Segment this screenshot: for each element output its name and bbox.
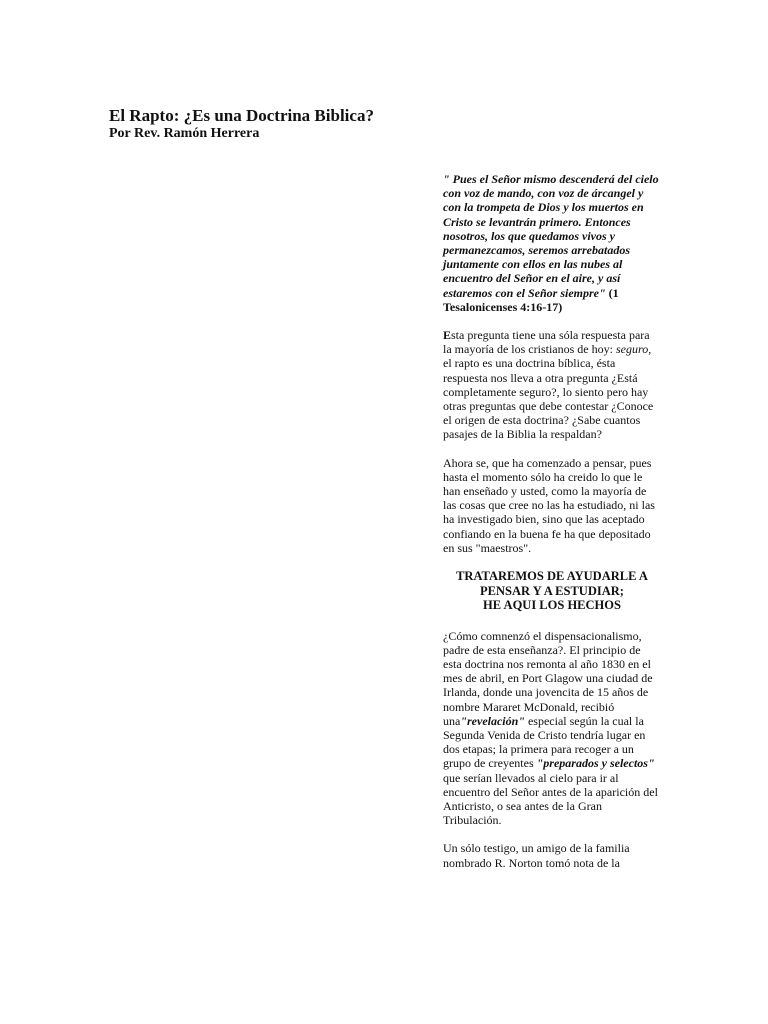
heading-line-2: PENSAR Y A ESTUDIAR; (480, 583, 624, 598)
document-author: Por Rev. Ramón Herrera (109, 126, 260, 141)
heading-line-1: TRATAREMOS DE AYUDARLE A (456, 569, 648, 584)
document-title: El Rapto: ¿Es una Doctrina Biblica? (109, 106, 374, 125)
quote-reference: (1 Tesalonicenses 4:16-17) (443, 285, 619, 314)
article-column (443, 172, 661, 884)
scripture-quote (443, 172, 661, 314)
paragraph-2: Ahora se, que ha comenzado a pensar, pues hasta el momento sólo ha creido lo que le han enseñado y usted, como la mayoría de las cosas que cree no las ha estudiado, ni las ha investigado bien, sino que las aceptado confiando en la buena fe ha que depositado en sus "maestros". (443, 455, 655, 555)
section-heading (443, 569, 661, 613)
paragraph-1 (443, 328, 661, 442)
drop-letter: E (443, 328, 452, 343)
paragraph-1-text-b: el rapto es una doctrina bíblica, ésta respuesta nos lleva a otra pregunta ¿Está completamente seguro?, lo siento pero hay otras preguntas que debe contestar ¿Conoce el origen de esta doctrina? ¿Sabe cuantos pasajes de la Biblia la respaldan? (443, 356, 654, 442)
quote-text: " Pues el Señor mismo descenderá del cielo con voz de mando, con voz de árcangel y con la trompeta de Dios y los muertos en Cristo se levantrán primero. Entonces nosotros, los que quedamos vivos y permanezcamos, seremos arrebatados juntamente con ellos en las nubes al encuentro del Señor en el aire, y así estaremos con el Señor siempre" (443, 172, 659, 300)
paragraph-1-italic: seguro, (615, 342, 652, 357)
paragraph-1-text-a: sta pregunta tiene una sóla respuesta para la mayoría de los cristianos de hoy: (443, 328, 650, 357)
paragraph-3-text-a: ¿Cómo comnenzó el dispensacionalismo, padre de esta enseñanza?. El principio de esta doctrina nos remonta al año 1830 en el mes de abril, en Port Glagow una ciudad de Irlanda, donde una jovencita de 15 años de nombre Mararet McDonald, recibió una (443, 628, 653, 728)
preparados-emphasis: "preparados y selectos" (536, 756, 655, 771)
paragraph-4: Un sólo testigo, un amigo de la familia nombrado R. Norton tomó nota de la (443, 841, 630, 870)
paragraph-3 (443, 629, 661, 828)
heading-line-3: HE AQUI LOS HECHOS (483, 598, 621, 613)
paragraph-3-text-b: especial según la cual la Segunda Venida de Cristo tendría lugar en dos etapas; la primera para recoger a un grupo de creyentes (443, 713, 646, 771)
revelacion-emphasis: "revelación" (460, 713, 525, 728)
paragraph-3-text-c: que serían llevados al cielo para ir al encuentro del Señor antes de la aparición del Anticristo, o sea antes de la Gran Tribulación. (443, 770, 658, 828)
